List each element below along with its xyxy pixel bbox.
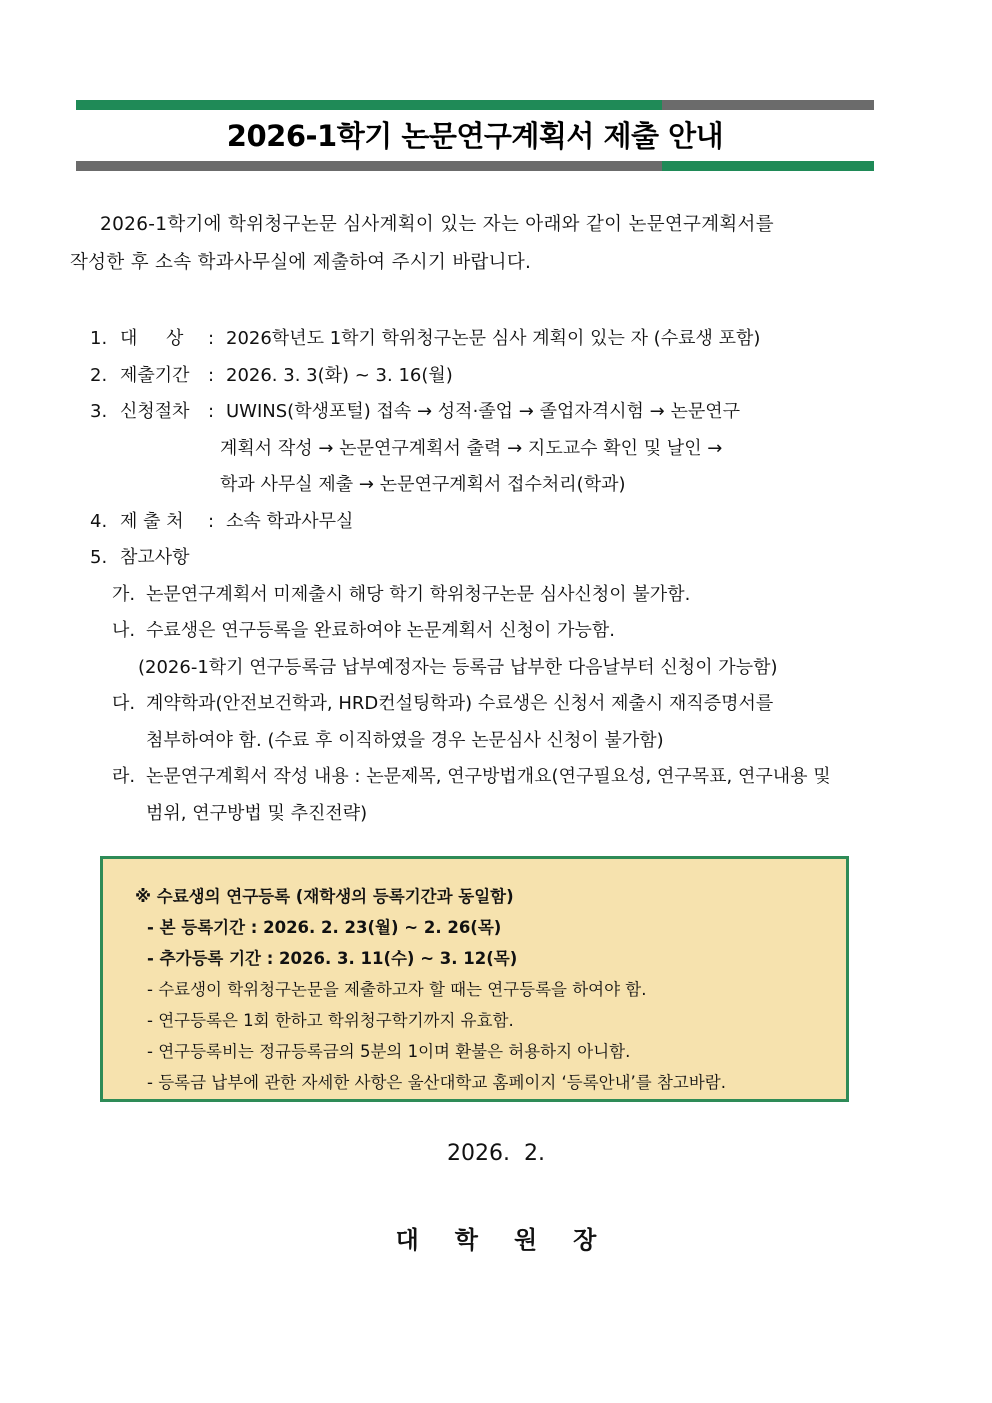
note-item — [90, 686, 940, 723]
note-text: 논문연구계획서 작성 내용 : 논문제목, 연구방법개요(연구필요성, 연구목표, 연구내용 및 — [146, 766, 831, 787]
notice-line: - 연구등록은 1회 한하고 학위청구학기까지 유효함. — [147, 1011, 514, 1030]
note-continuation: 첨부하여야 함. (수료 후 이직하였을 경우 논문심사 신청이 불가함) — [146, 729, 664, 751]
item-colon: : — [208, 328, 215, 349]
note-continuation: 범위, 연구방법 및 추진전략) — [146, 802, 368, 824]
item-colon: : — [208, 401, 215, 422]
intro-line-1: 2026-1학기에 학위청구논문 심사계획이 있는 자는 아래와 같이 논문연구계획서를 — [100, 214, 774, 235]
title-top-bar — [76, 100, 874, 110]
note-mark: 나. — [112, 620, 136, 641]
notice-box — [100, 856, 849, 1102]
item-number: 2. — [90, 364, 108, 386]
title-top-bar-gray — [662, 100, 874, 110]
item-label: 제 출 처 — [120, 510, 184, 532]
item-label: 제출기간 — [120, 364, 190, 386]
item-number: 4. — [90, 510, 108, 532]
item-continuation: 학과 사무실 제출 → 논문연구계획서 접수처리(학과) — [220, 474, 626, 495]
notice-line: - 등록금 납부에 관한 자세한 사항은 울산대학교 홈페이지 ‘등록안내’를 참고바람. — [147, 1073, 726, 1092]
notice-line: - 연구등록비는 정규등록금의 5분의 1이며 환불은 허용하지 아니함. — [147, 1042, 631, 1061]
list-item — [90, 321, 940, 358]
note-item — [90, 759, 940, 796]
note-item — [90, 613, 940, 650]
note-text: 계약학과(안전보건학과, HRD컨설팅학과) 수료생은 신청서 제출시 재직증명서를 — [146, 693, 774, 714]
list-item — [90, 504, 940, 541]
list-item — [90, 358, 940, 395]
note-item — [90, 577, 940, 614]
signature: 대학원장 — [395, 1226, 633, 1254]
issue-date: 2026. 2. — [447, 1141, 545, 1166]
item-value: 2026. 3. 3(화) ~ 3. 16(월) — [226, 364, 453, 386]
item-list — [90, 321, 940, 832]
note-text: 논문연구계획서 미제출시 해당 학기 학위청구논문 심사신청이 불가함. — [146, 583, 691, 605]
notice-bold-line: - 추가등록 기간 : 2026. 3. 11(수) ~ 3. 12(목) — [147, 949, 518, 968]
item-label: 대 상 — [120, 328, 184, 349]
item-label: 신청절차 — [120, 401, 190, 422]
note-mark: 가. — [112, 583, 136, 605]
item-value: 2026학년도 1학기 학위청구논문 심사 계획이 있는 자 (수료생 포함) — [226, 328, 761, 349]
item-value: UWINS(학생포털) 접속 → 성적·졸업 → 졸업자격시험 → 논문연구 — [226, 401, 740, 422]
note-extra: (2026-1학기 연구등록금 납부예정자는 등록금 납부한 다음날부터 신청이 가능함) — [138, 656, 778, 678]
item-number: 5. — [90, 547, 108, 568]
title-bottom-bar — [76, 161, 874, 171]
item-number: 1. — [90, 328, 108, 349]
notice-content — [135, 881, 726, 1098]
title-bottom-bar-green — [662, 161, 874, 171]
list-item — [90, 540, 940, 577]
intro-paragraph — [70, 206, 900, 282]
intro-line-2: 작성한 후 소속 학과사무실에 제출하여 주시기 바랍니다. — [70, 252, 532, 273]
item-label: 참고사항 — [120, 547, 190, 568]
item-continuation: 계획서 작성 → 논문연구계획서 출력 → 지도교수 확인 및 날인 → — [220, 437, 723, 459]
title-bottom-bar-gray — [76, 161, 662, 171]
notice-heading: ※ 수료생의 연구등록 (재학생의 등록기간과 동일함) — [135, 887, 514, 906]
notice-line: - 수료생이 학위청구논문을 제출하고자 할 때는 연구등록을 하여야 함. — [147, 980, 647, 999]
title-top-bar-green — [76, 100, 662, 110]
list-item — [90, 394, 940, 431]
page-title: 2026-1학기 논문연구계획서 제출 안내 — [226, 119, 724, 153]
note-mark: 라. — [112, 766, 136, 787]
note-text: 수료생은 연구등록을 완료하여야 논문계획서 신청이 가능함. — [146, 620, 616, 641]
item-number: 3. — [90, 401, 108, 422]
note-mark: 다. — [112, 693, 136, 714]
item-colon: : — [208, 364, 215, 386]
item-colon: : — [208, 510, 215, 532]
title-block — [76, 100, 874, 172]
item-value: 소속 학과사무실 — [226, 510, 354, 532]
notice-bold-line: - 본 등록기간 : 2026. 2. 23(월) ~ 2. 26(목) — [147, 918, 502, 937]
